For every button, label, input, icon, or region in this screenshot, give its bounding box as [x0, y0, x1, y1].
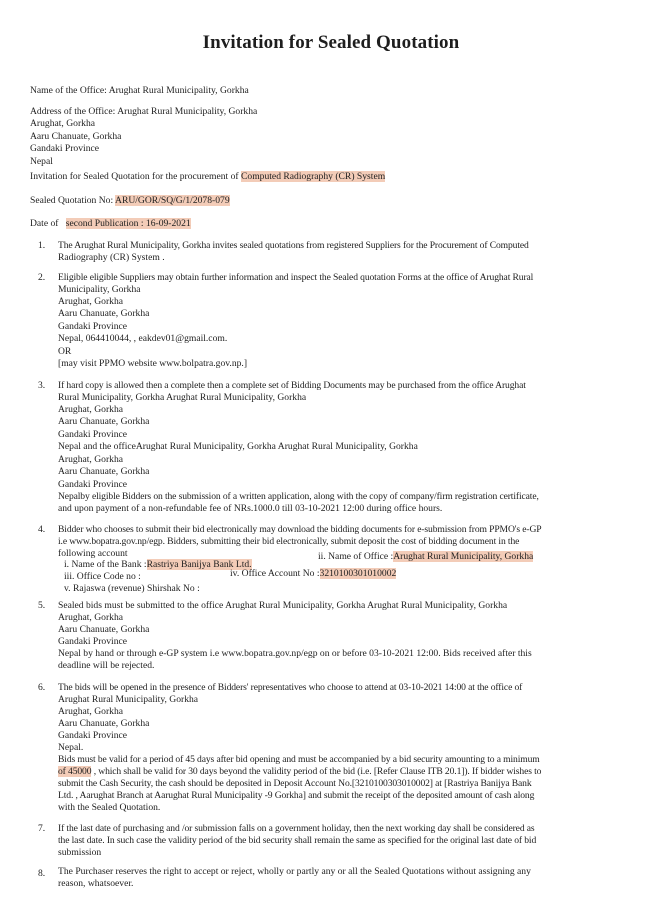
quotation-no-highlight: ARU/GOR/SQ/G/1/2078-079 — [115, 195, 230, 206]
item-line: the last date. In such case the validity period of the bid security shall remain the same as specified for the original last date of bid — [58, 835, 537, 846]
item-line: Arughat, Gorkha — [58, 612, 124, 623]
item-line: Arughat, Gorkha — [58, 404, 124, 415]
item-line: following account — [58, 548, 128, 559]
item-line: and upon payment of a non-refundable fee of NRs.1000.0 till 03-10-2021 12:00 during office hours. — [58, 503, 443, 514]
item-number: 5. — [38, 600, 46, 611]
address-line: Nepal — [30, 156, 53, 167]
item-line: Arughat, Gorkha — [58, 706, 124, 717]
item-number: 1. — [38, 240, 46, 251]
office-name-line: Name of the Office: Arughat Rural Municipality, Gorkha — [30, 85, 249, 96]
item-line: Bids must be valid for a period of 45 days after bid opening and must be accompanied by a bid security amounting to a minimum — [58, 754, 540, 765]
revenue-line: v. Rajaswa (revenue) Shirshak No : — [64, 583, 200, 594]
item-line: The Arughat Rural Municipality, Gorkha invites sealed quotations from registered Suppliers for the Procurement of Computed — [58, 240, 529, 251]
invitation-line: Invitation for Sealed Quotation for the procurement of Computed Radiography (CR) System — [30, 171, 386, 182]
item-number: 4. — [38, 524, 46, 535]
item-line: Aaru Chanuate, Gorkha — [58, 718, 150, 729]
item-line: [may visit PPMO website www.bolpatra.gov.np.] — [58, 358, 248, 369]
office-name: Arughat Rural Municipality, Gorkha — [108, 85, 249, 96]
item-line: i.e www.bopatra.gov.np/egp. Bidders, submitting their bid electronically, submit deposit the cost of bidding document in the — [58, 536, 520, 547]
bank-name-line: i. Name of the Bank :Rastriya Banijya Bank Ltd. — [64, 559, 252, 570]
item-line: Bidder who chooses to submit their bid electronically may download the bidding documents for e-submission from PPMO's e-GP — [58, 524, 542, 535]
item-line: Nepalby eligible Bidders on the submission of a written application, along with the copy of company/firm registration certificate, — [58, 491, 539, 502]
office-code-line: iii. Office Code no : — [64, 571, 141, 582]
item-line: Aaru Chanuate, Gorkha — [58, 308, 150, 319]
item-line: Aaru Chanuate, Gorkha — [58, 466, 150, 477]
office-account-line: iv. Office Account No :3210100301010002 — [230, 568, 397, 579]
item-line: Sealed bids must be submitted to the office Arughat Rural Municipality, Gorkha Arughat Rural Municipality, Gorkha — [58, 600, 508, 611]
item-line: Nepal and the officeArughat Rural Municipality, Gorkha Arughat Rural Municipality, Gorkha — [58, 441, 418, 452]
item-line: Aaru Chanuate, Gorkha — [58, 416, 150, 427]
item-line: If the last date of purchasing and /or submission falls on a government holiday, then the next working day shall be considered as — [58, 823, 535, 834]
item-line: Arughat, Gorkha — [58, 454, 124, 465]
item-line: Rural Municipality, Gorkha Arughat Rural Municipality, Gorkha — [58, 392, 307, 403]
security-amount-highlight: of 45000 — [58, 766, 92, 777]
address-line: Arughat, Gorkha — [30, 118, 96, 129]
item-number: 8. — [38, 868, 46, 879]
item-line: deadline will be rejected. — [58, 660, 155, 671]
bid-security-line: of 45000 , which shall be valid for 30 days beyond the validity period of the bid (i.e. [Refer Clause ITB 20.1]). If bidder wishes to — [58, 766, 542, 777]
item-line: with the Sealed Quotation. — [58, 802, 161, 813]
item-line: Gandaki Province — [58, 730, 128, 741]
item-line: Nepal, 064410044, , eakdev01@gmail.com. — [58, 333, 228, 344]
item-line: The bids will be opened in the presence of Bidders' representatives who choose to attend at 03-10-2021 14:00 at the office of — [58, 682, 523, 693]
address-line: Aaru Chanuate, Gorkha — [30, 131, 122, 142]
item-line: Ltd. , Aarughat Branch at Aarughat Rural Municipality -9 Gorkha] and submit the receipt of the deposited amount of cash along — [58, 790, 535, 801]
item-line: Gandaki Province — [58, 429, 128, 440]
item-line: If hard copy is allowed then a complete then a complete set of Bidding Documents may be purchased from the office Arughat — [58, 380, 526, 391]
office-name-line: ii. Name of Office :Arughat Rural Municipality, Gorkha — [318, 551, 534, 562]
item-line: submit the Cash Security, the cash should be deposited in Deposit Account No.[3210100303010002] at [Rastriya Banijya Bank — [58, 778, 532, 789]
item-line: Arughat Rural Municipality, Gorkha — [58, 694, 199, 705]
item-number: 2. — [38, 272, 46, 283]
item-number: 7. — [38, 823, 46, 834]
date-highlight: second Publication : 16-09-2021 — [65, 218, 191, 229]
procurement-item-highlight: Computed Radiography (CR) System — [241, 171, 386, 182]
item-line: Gandaki Province — [58, 479, 128, 490]
item-line: Gandaki Province — [58, 636, 128, 647]
item-line: Nepal. — [58, 742, 84, 753]
office-name-highlight: Arughat Rural Municipality, Gorkha — [393, 551, 534, 562]
quotation-no-line: Sealed Quotation No: ARU/GOR/SQ/G/1/2078-079 — [30, 195, 230, 206]
item-number: 6. — [38, 682, 46, 693]
item-line: OR — [58, 346, 72, 357]
item-line: Eligible eligible Suppliers may obtain further information and inspect the Sealed quotation Forms at the office of Arughat Rural — [58, 272, 534, 283]
bank-name-highlight: Rastriya Banijya Bank Ltd. — [146, 559, 252, 570]
item-number: 3. — [38, 380, 46, 391]
item-line: Radiography (CR) System . — [58, 252, 165, 263]
item-line: submission — [58, 847, 102, 858]
item-line: reason, whatsoever. — [58, 878, 134, 889]
document-title: Invitation for Sealed Quotation — [202, 32, 460, 53]
date-line: Date of second Publication : 16-09-2021 — [30, 218, 191, 229]
office-account-highlight: 3210100301010002 — [319, 568, 397, 579]
item-line: Gandaki Province — [58, 321, 128, 332]
item-line: Arughat, Gorkha — [58, 296, 124, 307]
item-line: Municipality, Gorkha — [58, 284, 141, 295]
item-line: Aaru Chanuate, Gorkha — [58, 624, 150, 635]
item-line: The Purchaser reserves the right to accept or reject, wholly or partly any or all the Sealed Quotations without assigning any — [58, 866, 531, 877]
office-address-line: Address of the Office: Arughat Rural Municipality, Gorkha — [30, 106, 258, 117]
address-line: Gandaki Province — [30, 143, 100, 154]
item-line: Nepal by hand or through e-GP system i.e www.bopatra.gov.np/egp on or before 03-10-2021 12:00. Bids received after this — [58, 648, 532, 659]
